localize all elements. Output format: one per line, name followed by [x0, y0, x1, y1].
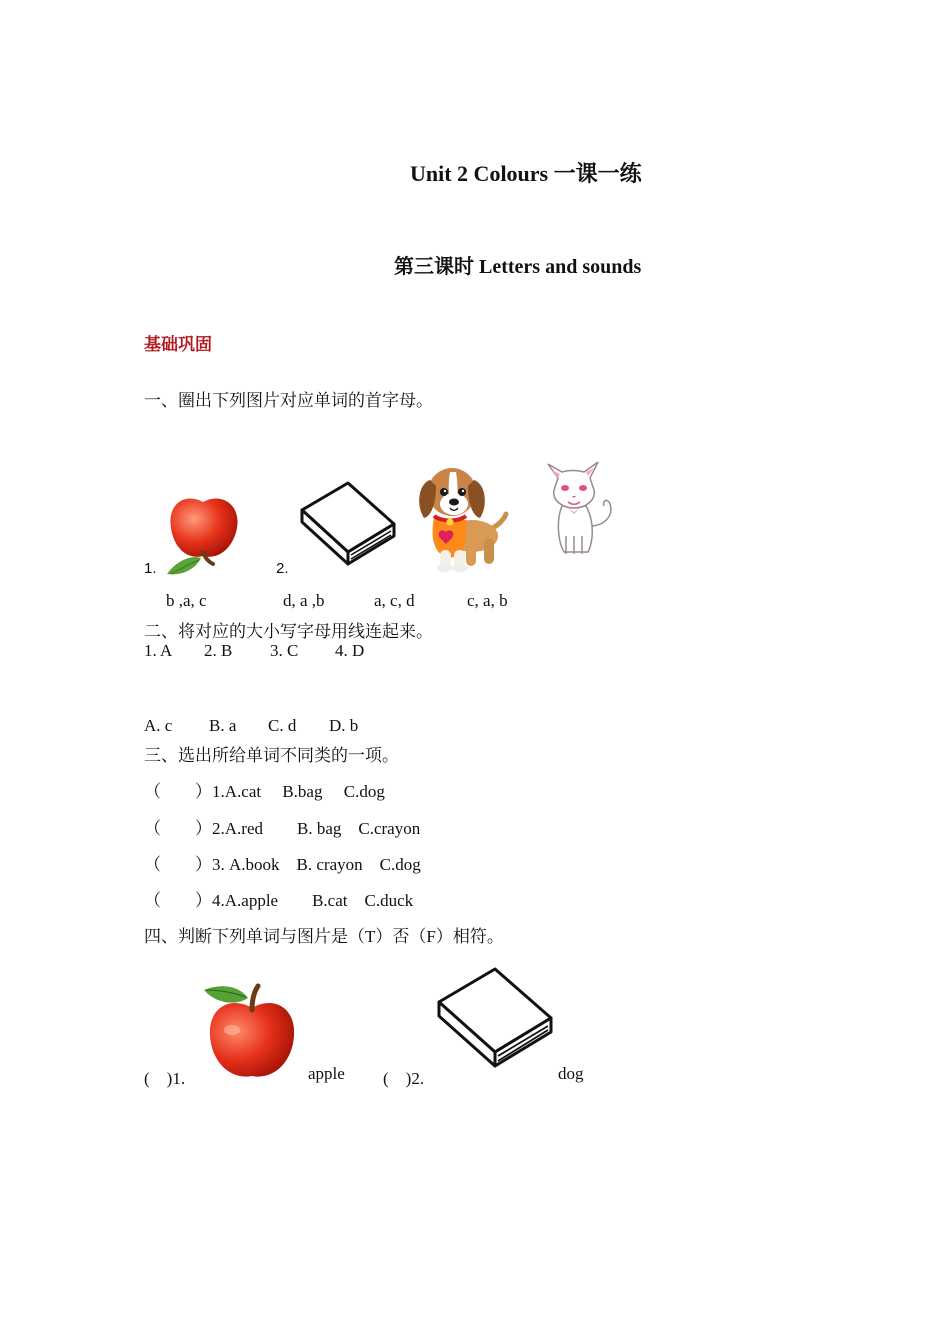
tf-word-1: apple — [308, 1064, 345, 1083]
book-icon — [435, 966, 555, 1068]
apple-icon — [202, 980, 300, 1084]
lower-letter-a: A. c — [144, 716, 173, 735]
question-row — [144, 814, 420, 839]
answer-paren[interactable]: （ ） — [144, 891, 212, 910]
part1-number-2: 2. — [276, 560, 289, 577]
dog-icon — [414, 462, 510, 574]
question-text: 4.A.apple B.cat C.duck — [212, 891, 414, 910]
apple-icon — [163, 492, 243, 578]
tf-question-1-prefix[interactable]: ( )1. — [144, 1069, 186, 1088]
answer-paren[interactable]: （ ） — [144, 819, 212, 838]
answer-paren[interactable]: （ ） — [144, 855, 212, 874]
question-text: 2.A.red B. bag C.crayon — [212, 819, 421, 838]
upper-letter-3: 3. C — [270, 641, 299, 660]
part4-heading: 四、判断下列单词与图片是（T）否（F）相符。 — [144, 927, 504, 946]
upper-letter-2: 2. B — [204, 641, 233, 660]
part1-option-2: d, a ,b — [283, 591, 325, 610]
part1-option-1: b ,a, c — [166, 591, 207, 610]
part2-heading: 二、将对应的大小写字母用线连起来。 — [144, 622, 433, 641]
lower-letter-c: C. d — [268, 716, 297, 735]
answer-paren[interactable]: （ ） — [144, 782, 212, 801]
part3-heading: 三、选出所给单词不同类的一项。 — [144, 746, 399, 765]
lower-letter-d: D. b — [329, 716, 359, 735]
upper-letter-1: 1. A — [144, 641, 173, 660]
section-label: 基础巩固 — [144, 335, 212, 354]
question-text: 1.A.cat B.bag C.dog — [212, 782, 385, 801]
lesson-subtitle: 第三课时 Letters and sounds — [394, 256, 642, 278]
question-row — [144, 850, 421, 875]
tf-question-2-prefix[interactable]: ( )2. — [383, 1069, 425, 1088]
question-text: 3. A.book B. crayon C.dog — [212, 855, 421, 874]
upper-letter-4: 4. D — [335, 641, 365, 660]
page-title: Unit 2 Colours 一课一练 — [410, 161, 642, 186]
part1-option-3: a, c, d — [374, 591, 415, 610]
cat-icon — [538, 456, 618, 558]
part1-option-4: c, a, b — [467, 591, 508, 610]
part1-heading: 一、圈出下列图片对应单词的首字母。 — [144, 391, 433, 410]
part1-number-1: 1. — [144, 560, 157, 577]
lower-letter-b: B. a — [209, 716, 237, 735]
book-icon — [298, 480, 398, 566]
question-row — [144, 777, 385, 802]
tf-word-2: dog — [558, 1064, 584, 1083]
question-row — [144, 886, 413, 911]
